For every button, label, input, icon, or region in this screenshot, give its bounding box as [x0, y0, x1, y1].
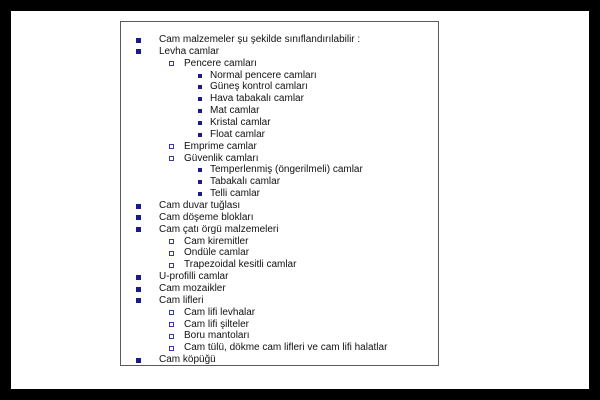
filled-square-bullet-icon	[136, 38, 141, 43]
hollow-square-bullet-icon	[169, 239, 174, 244]
list-item-text: Ondüle camlar	[184, 247, 250, 259]
filled-square-bullet-icon	[198, 168, 202, 172]
filled-square-bullet-icon	[198, 192, 202, 196]
list-item-text: Emprime camlar	[184, 140, 257, 152]
list-item-text: Cam köpüğü	[159, 354, 216, 366]
filled-square-bullet-icon	[198, 121, 202, 125]
filled-square-bullet-icon	[198, 180, 202, 184]
list-item-text: Float camlar	[210, 128, 266, 140]
hollow-square-bullet-icon	[169, 144, 174, 149]
hollow-square-bullet-icon	[169, 334, 174, 339]
list-item-text: Mat camlar	[210, 105, 260, 117]
list-item-text: Cam döşeme blokları	[159, 211, 254, 223]
document-page	[11, 11, 589, 389]
filled-square-bullet-icon	[136, 287, 141, 292]
hollow-square-bullet-icon	[169, 61, 174, 66]
list-item-text: Trapezoidal kesitli camlar	[184, 259, 297, 271]
hollow-square-bullet-icon	[169, 322, 174, 327]
hollow-square-bullet-icon	[169, 346, 174, 351]
list-item-text: Boru mantoları	[184, 330, 250, 342]
list-item-text: Güvenlik camları	[184, 152, 259, 164]
list-item-text: Cam malzemeler şu şekilde sınıflandırılabilir :	[159, 34, 361, 45]
filled-square-bullet-icon	[136, 49, 141, 54]
list-item-text: Cam lifi şilteler	[184, 318, 250, 330]
filled-square-bullet-icon	[198, 133, 202, 137]
list-item-text: Tabakalı camlar	[210, 176, 281, 188]
hollow-square-bullet-icon	[169, 310, 174, 315]
list-item-text: Temperlenmiş (öngerilmeli) camlar	[210, 164, 363, 176]
filled-square-bullet-icon	[136, 204, 141, 209]
filled-square-bullet-icon	[198, 85, 202, 89]
filled-square-bullet-icon	[136, 358, 141, 363]
list-item-text: Cam kiremitler	[184, 235, 249, 247]
content-frame	[120, 21, 439, 366]
filled-square-bullet-icon	[198, 97, 202, 101]
list-item-text: Levha camlar	[159, 45, 220, 57]
list-item-text: Hava tabakalı camlar	[210, 93, 304, 105]
list-item-text: Cam tülü, dökme cam lifleri ve cam lifi halatlar	[184, 342, 388, 354]
filled-square-bullet-icon	[198, 109, 202, 113]
filled-square-bullet-icon	[136, 215, 141, 220]
hollow-square-bullet-icon	[169, 251, 174, 256]
hollow-square-bullet-icon	[169, 263, 174, 268]
filled-square-bullet-icon	[136, 298, 141, 303]
filled-square-bullet-icon	[136, 227, 141, 232]
filled-square-bullet-icon	[136, 275, 141, 280]
list-item-text: Kristal camlar	[210, 117, 271, 129]
list-item-text: Cam çatı örgü malzemeleri	[159, 223, 279, 235]
list-item-text: Cam mozaikler	[159, 283, 226, 295]
list-item-text: Cam lifleri	[159, 294, 204, 306]
list-item-text: Cam lifi levhalar	[184, 306, 256, 318]
list-item-text: Telli camlar	[210, 188, 261, 200]
list-item-text: Cam duvar tuğlası	[159, 200, 241, 212]
filled-square-bullet-icon	[198, 74, 202, 78]
list-item-text: Güneş kontrol camları	[210, 81, 308, 93]
list-item-text: Pencere camları	[184, 57, 257, 69]
list-item-text: U-profilli camlar	[159, 271, 229, 283]
hollow-square-bullet-icon	[169, 156, 174, 161]
list-item-text: Normal pencere camları	[210, 69, 317, 81]
